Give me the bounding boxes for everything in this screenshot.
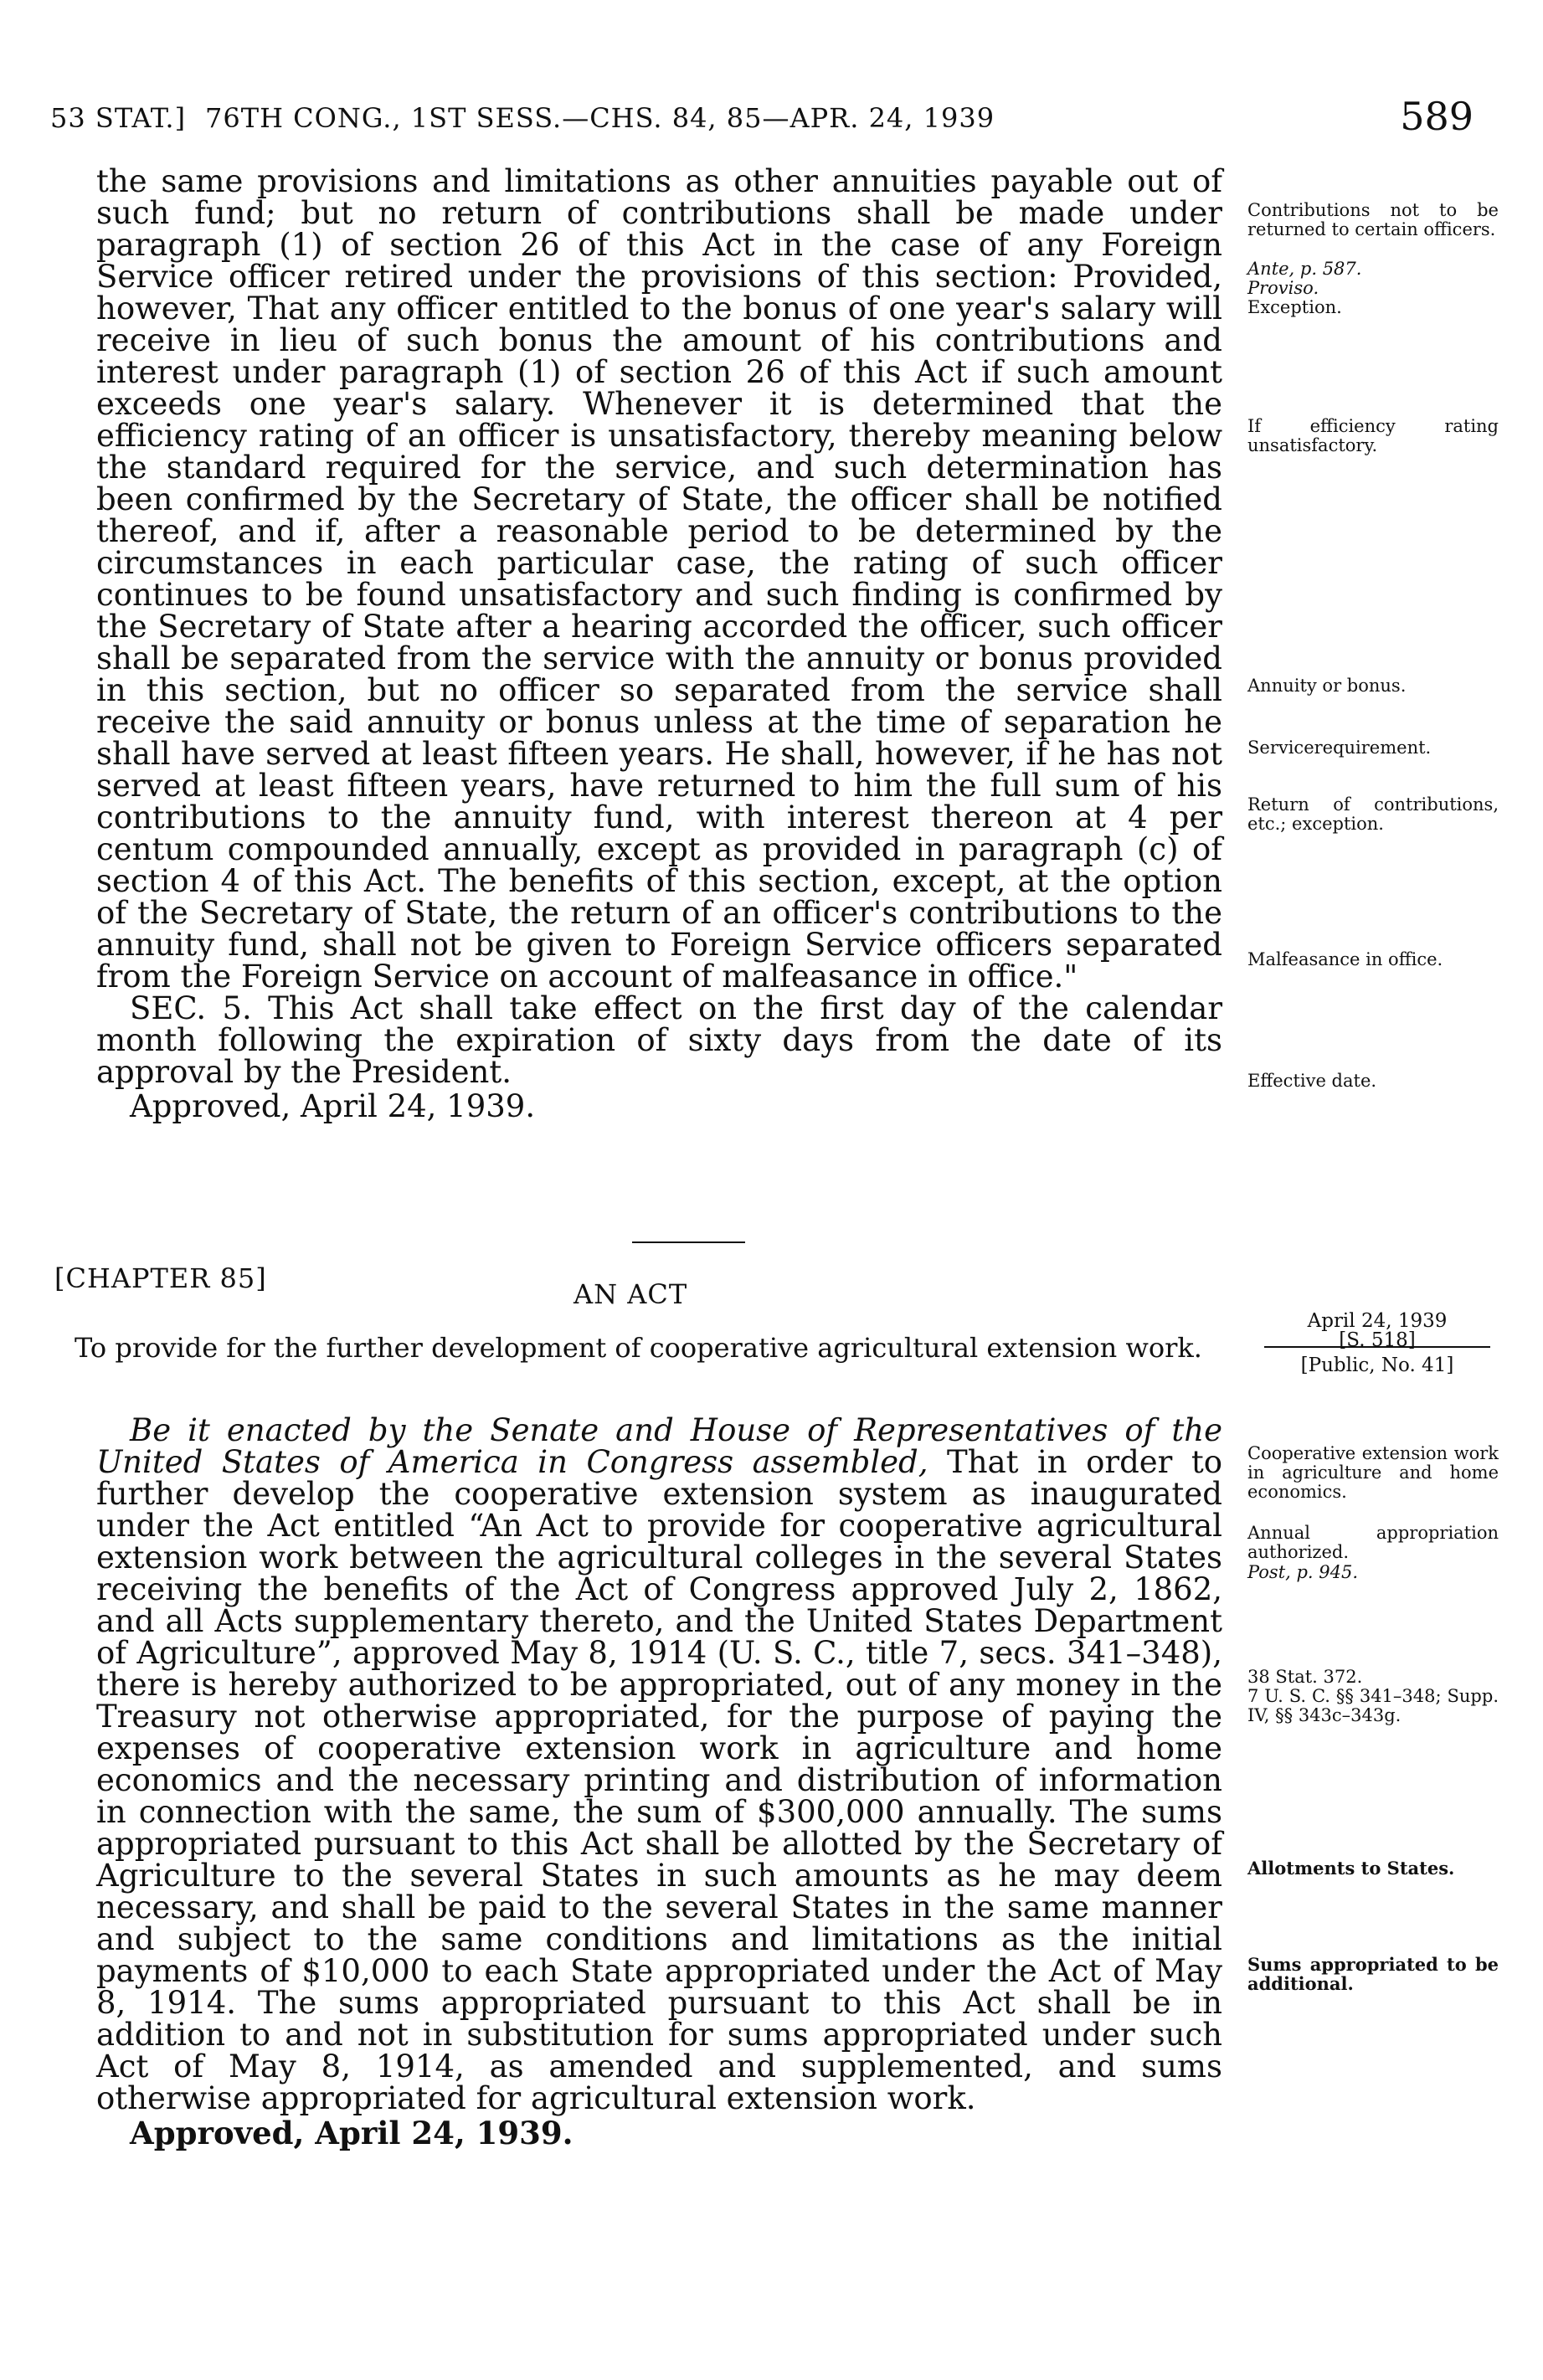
margin-note: Cooperative extension work in agriculture and home economics. [1247, 1443, 1499, 1502]
margin-note: Proviso. [1247, 278, 1319, 298]
enacting-clause: Be it enacted by the Senate and House of Representatives of the United States of America in Congress assembled, [96, 1412, 1222, 1480]
page-number: 589 [1400, 94, 1474, 139]
margin-note: Contributions not to be returned to certain officers. [1247, 200, 1499, 239]
chapter-85-body [96, 1412, 1222, 2151]
chapter-heading: [CHAPTER 85] [54, 1262, 267, 1294]
margin-note: Servicerequirement. [1247, 738, 1432, 758]
stat-volume: 53 STAT.] [50, 102, 187, 134]
act-date: April 24, 1939 [1307, 1310, 1448, 1332]
body-paragraph: the same provisions and limitations as other annuities payable out of such fund; but no return of contributions shall be made under paragraph (1) of section 26 of this Act in the case of any Foreign Service officer retired under the provisions of this section: Provided, however, That any officer entitled to the bonus of one year's salary will receive in lieu of such bonus the amount of his contributions and interest under paragraph (1) of section 26 of this Act if such amount exceeds one year's salary. Whenever it is determined that the efficiency rating of an officer is unsatisfactory, thereby meaning below the standard required for the service, and such determination has been confirmed by the Secretary of State, the officer shall be notified thereof, and if, after a reasonable period to be determined by the circumstances in each particular case, the rating of such officer continues to be found unsatisfactory and such finding is confirmed by the Secretary of State after a hearing accorded the officer, such officer shall be separated from the service with the annuity or bonus provided in this section, but no officer so separated from the service shall receive the said annuity or bonus unless at the time of separation he shall have served at least fifteen years. He shall, however, if he has not served at least fifteen years, have returned to him the full sum of his contributions to the annuity fund, with interest thereon at 4 per centum compounded annually, except as provided in paragraph (c) of section 4 of this Act. The benefits of this section, except, at the option of the Secretary of State, the return of an officer's contributions to the annuity fund, shall not be given to Foreign Service officers separated from the Foreign Service on account of malfeasance in office." [96, 163, 1222, 995]
enacting-text: That in order to further develop the cooperative extension system as inaugurated under the Act entitled “An Act to provide for cooperative agricultural extension work between the agricultural colleges in the several States receiving the benefits of the Act of Congress approved July 2, 1862, and all Acts supplementary thereto, and the United States Department of Agriculture”, approved May 8, 1914 (U. S. C., title 7, secs. 341–348), there is hereby authorized to be appropriated, out of any money in the Treasury not otherwise appropriated, for the purpose of paying the expenses of cooperative extension work in agriculture and home economics and the necessary printing and distribution of information in connection with the same, the sum of $300,000 annually. The sums appropriated pursuant to this Act shall be allotted by the Secretary of Agriculture to the several States in such amounts as he may deem necessary, and shall be paid to the several States in the same manner and subject to the same conditions and limitations as the initial payments of $10,000 to each State appropriated under the Act of May 8, 1914. The sums appropriated pursuant to this Act shall be in addition to and not in substitution for sums appropriated under such Act of May 8, 1914, as amended and supplemented, and sums otherwise appropriated for agricultural extension work. [96, 1444, 1222, 2116]
section-divider [632, 1241, 745, 1243]
margin-note: Exception. [1247, 297, 1342, 317]
section-continuation [96, 163, 1222, 1125]
margin-note: 7 U. S. C. §§ 341–348; Supp. IV, §§ 343c–343g. [1247, 1686, 1499, 1725]
margin-note: Post, p. 945. [1247, 1562, 1359, 1582]
approved-line: Approved, April 24, 1939. [130, 1088, 536, 1124]
margin-note: Ante, p. 587. [1247, 259, 1362, 279]
margin-note: If efficiency rating unsatisfactory. [1247, 416, 1499, 455]
public-law-number: [Public, No. 41] [1300, 1354, 1454, 1376]
enacting-paragraph [96, 1412, 1222, 2116]
margin-note: Sums appropriated to be additional. [1247, 1954, 1499, 1994]
act-title: AN ACT [573, 1278, 688, 1310]
section-5-paragraph: SEC. 5. This Act shall take effect on the first day of the calendar month following the expiration of sixty days from the date of its approval by the President. [96, 990, 1222, 1090]
margin-note: Annuity or bonus. [1247, 676, 1407, 696]
margin-note: 38 Stat. 372. [1247, 1667, 1363, 1687]
margin-note: Malfeasance in office. [1247, 949, 1443, 969]
approved-line: Approved, April 24, 1939. [130, 2115, 573, 2151]
margin-note: Annual appropriation authorized. [1247, 1523, 1499, 1562]
senate-bill: [S. 518] [1339, 1329, 1416, 1351]
margin-note: Allotments to States. [1247, 1858, 1455, 1879]
running-header [50, 94, 1474, 144]
act-purpose: To provide for the further development of cooperative agricultural extension work. [75, 1332, 1202, 1364]
congress-session: 76TH CONG., 1ST SESS.—CHS. 84, 85—APR. 24, 1939 [205, 102, 995, 134]
margin-note: Effective date. [1247, 1071, 1377, 1091]
margin-note: Return of contributions, etc.; exception. [1247, 794, 1499, 834]
